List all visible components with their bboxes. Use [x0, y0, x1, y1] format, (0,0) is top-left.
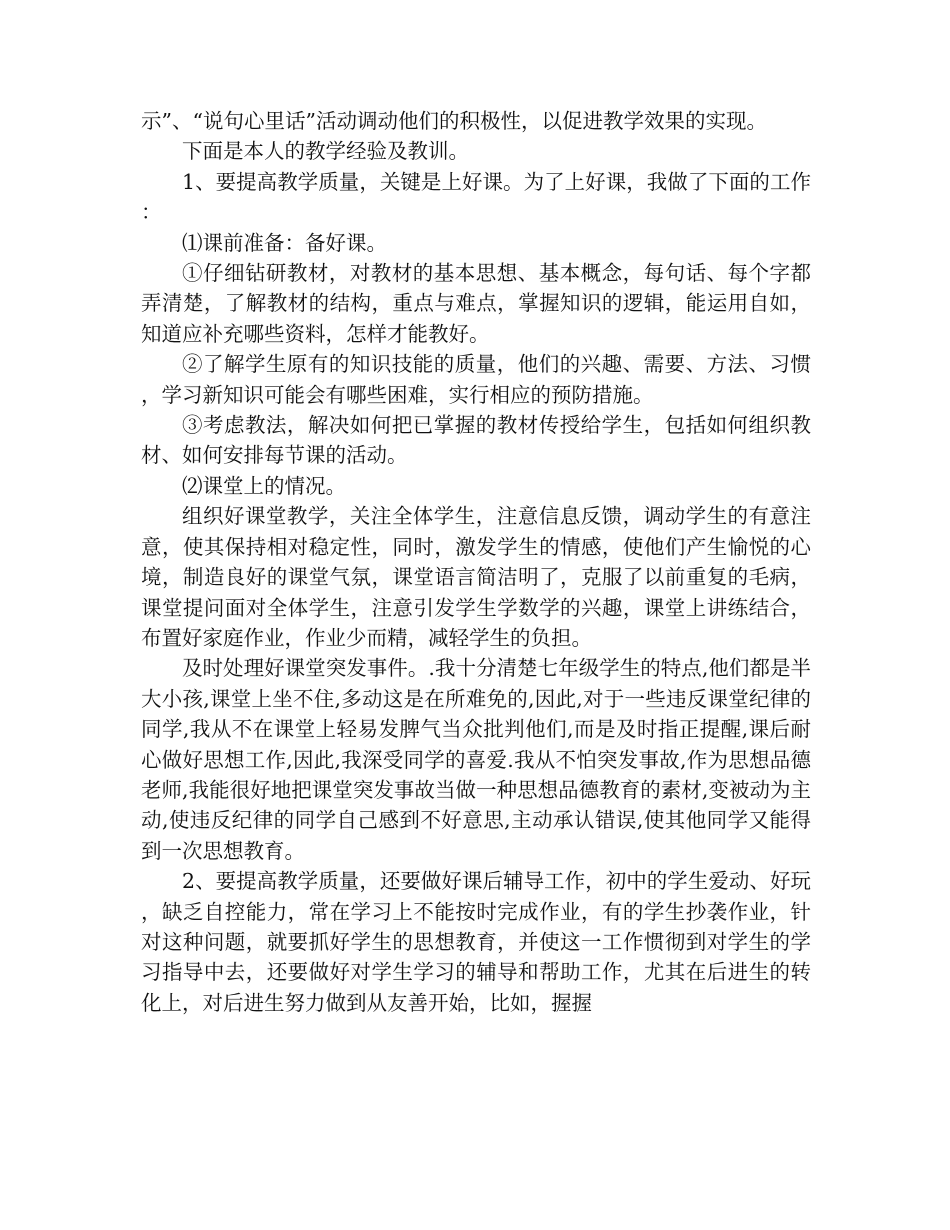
- paragraph: 示”、“说句心里话”活动调动他们的积极性，以促进教学效果的实现。: [141, 109, 767, 133]
- paragraph: ③考虑教法，解决如何把已掌握的教材传授给学生，包括如何组织教材、如何安排每节课的活动。: [141, 413, 811, 468]
- body-text: [141, 106, 811, 1018]
- paragraph: ②了解学生原有的知识技能的质量，他们的兴趣、需要、方法、习惯，学习新知识可能会有哪些困难，实行相应的预防措施。: [141, 352, 811, 407]
- paragraph: 2、要提高教学质量，还要做好课后辅导工作，初中的学生爱动、好玩，缺乏自控能力，常在学习上不能按时完成作业，有的学生抄袭作业，针对这种问题，就要抓好学生的思想教育，并使这一工作惯彻到对学生的学习指导中去，还要做好对学生学习的辅导和帮助工作，尤其在后进生的转化上，对后进生努力做到从友善开始，比如，握握: [141, 869, 811, 1015]
- paragraph: 组织好课堂教学，关注全体学生，注意信息反馈，调动学生的有意注意，使其保持相对稳定性，同时，激发学生的情感，使他们产生愉悦的心境，制造良好的课堂气氛，课堂语言简洁明了，克服了以前重复的毛病，课堂提问面对全体学生，注意引发学生学数学的兴趣，课堂上讲练结合，布置好家庭作业，作业少而精，减轻学生的负担。: [141, 504, 811, 650]
- paragraph: ⑴课前准备：备好课。: [182, 230, 387, 255]
- paragraph: 1、要提高教学质量，关键是上好课。为了上好课，我做了下面的工作：: [141, 169, 811, 225]
- paragraph: 下面是本人的教学经验及教训。: [182, 139, 469, 164]
- paragraph: 及时处理好课堂突发事件。.我十分清楚七年级学生的特点,他们都是半大小孩,课堂上坐不住,多动这是在所难免的,因此,对于一些违反课堂纪律的同学,我从不在课堂上轻易发脾气当众批判他们,而是及时指正提醒,课后耐心做好思想工作,因此,我深受同学的喜爱.我从不怕突发事故,作为思想品德老师,我能很好地把课堂突发事故当做一种思想品德教育的素材,变被动为主动,使违反纪律的同学自己感到不好意思,主动承认错误,使其他同学又能得到一次思想教育。: [141, 656, 811, 863]
- paragraph: ⑵课堂上的情况。: [182, 473, 346, 498]
- paragraph: ①仔细钻研教材，对教材的基本思想、基本概念，每句话、每个字都弄清楚，了解教材的结构，重点与难点，掌握知识的逻辑，能运用自如，知道应补充哪些资料，怎样才能教好。: [141, 261, 811, 346]
